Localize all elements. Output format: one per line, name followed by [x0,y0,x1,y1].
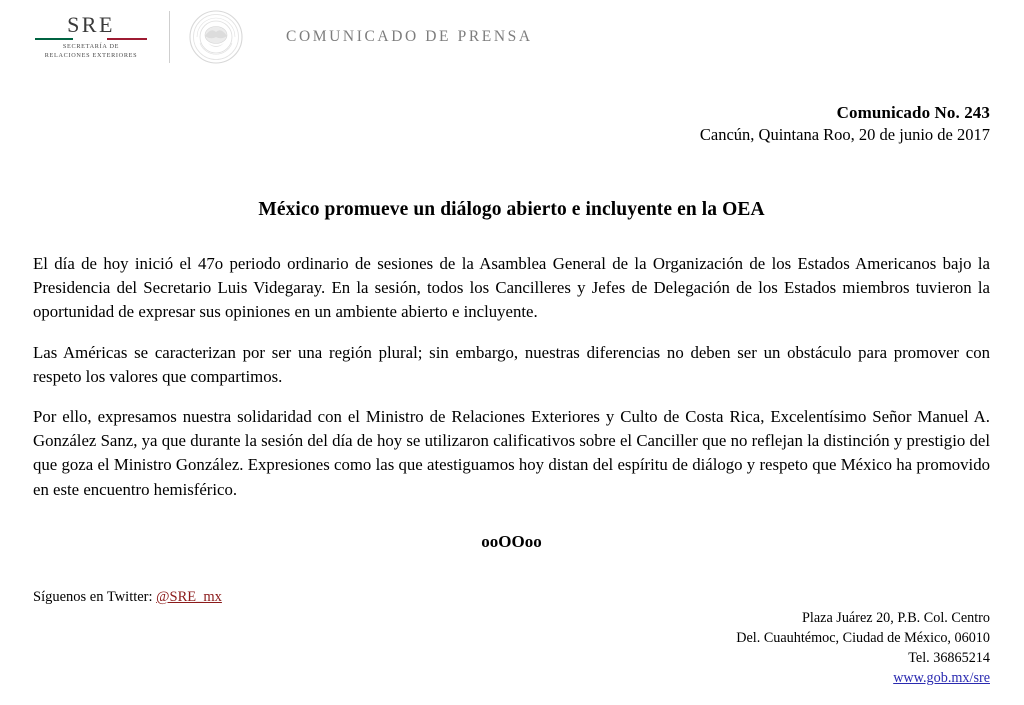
paragraph-2: Las Américas se caracterizan por ser una región plural; sin embargo, nuestras diferencias no deben ser un obstáculo para promover con respeto los valores que compartimos. [33,342,990,386]
end-of-text-separator: ooOOoo [481,532,542,551]
paragraph-1: El día de hoy inició el 47o periodo ordinario de sesiones de la Asamblea General de la Organización de los Estados Americanos bajo la Presidencia del Secretario Luis Videgaray. En la sesión, todos los Cancilleres y Jefes de Delegación de los Estados miembros tuvieron la oportunidad de expresar sus opiniones en un ambiente abierto e incluyente. [33,254,990,322]
social-follow-line [33,589,222,606]
footer-website-link[interactable]: www.gob.mx/sre [893,670,990,687]
twitter-handle-link[interactable]: @SRE_mx [156,589,222,605]
paragraph-3: Por ello, expresamos nuestra solidaridad con el Ministro de Relaciones Exteriores y Culto de Costa Rica, Excelentísimo Señor Manuel A. González Sanz, ya que durante la sesión del día de hoy se utilizaron calificativos sobre el Canciller que no reflejan la distinción y prestigio del que goza el Ministro González. Expresiones como las que atestiguamos hoy distan del espíritu de diálogo y respeto que México ha promovido en este encuentro hemisférico. [33,406,990,499]
footer-phone: Tel. 36865214 [908,650,990,667]
page-title: México promueve un diálogo abierto e incluyente en la OEA [258,199,765,221]
sre-wordmark: SRE [67,12,115,38]
document-page [33,0,990,705]
footer-address-line-2: Del. Cuauhtémoc, Ciudad de México, 06010 [736,630,990,647]
sre-subtitle-line-1: SECRETARÍA DE [62,43,120,51]
place-and-date: Cancún, Quintana Roo, 20 de junio de 2017 [699,125,990,144]
body-text [33,252,990,502]
press-release-label: COMUNICADO DE PRENSA [286,28,533,45]
document-footer [470,608,990,689]
footer-address-line-1: Plaza Juárez 20, P.B. Col. Centro [802,610,990,626]
social-follow-prefix: Síguenos en Twitter: [33,589,153,605]
bulletin-number: Comunicado No. 243 [836,103,990,122]
sre-subtitle-line-2: RELACIONES EXTERIORES [44,51,138,59]
